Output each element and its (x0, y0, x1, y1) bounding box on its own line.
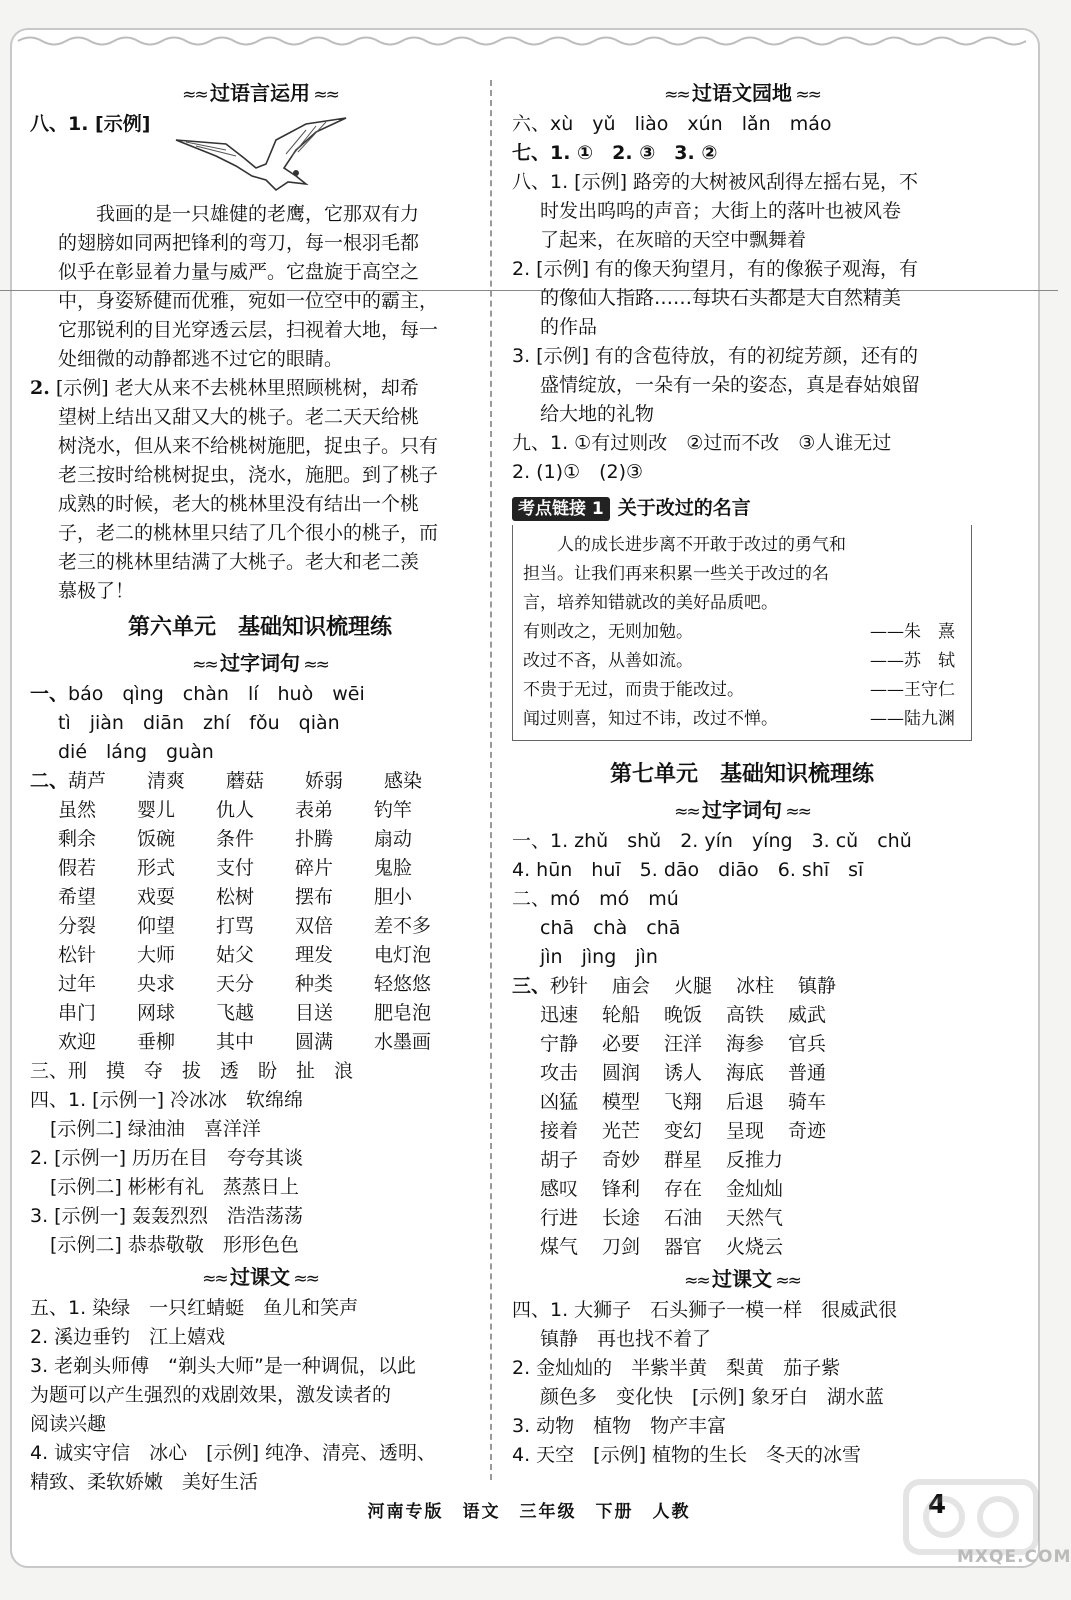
answer-line: 给大地的礼物 (540, 403, 655, 425)
answer-line: 3. 动物 植物 物产丰富 (512, 1415, 727, 1437)
word-row: 凶猛 模型 飞翔 后退 骑车 (540, 1091, 827, 1113)
word-row: 串门 网球 飞越 目送 肥皂泡 (58, 1002, 432, 1024)
word-row: 接着 光芒 变幻 呈现 奇迹 (540, 1120, 827, 1142)
pinyin-line: dié láng guàn (58, 741, 214, 763)
san7-word-table: 三、秒针 庙会 火腿 冰柱 镇静 迅速 轮船 晚饭 高铁 威武 宁静 必要 汪洋 海参 官兵 攻击 圆润 诱人 海底 普通 凶猛 模型 飞翔 后退 骑车 接着 光芒 变幻 呈现 奇迹 胡子 奇妙 群星 反推力 感叹 锋利 存在 金灿灿 行进 长途 石油 天然气 煤气 刀剑 器官 火烧云 (512, 972, 972, 1262)
ba1-row (30, 110, 490, 200)
answer-line: 4. hūn huī 5. dāo diāo 6. shī sī (512, 859, 864, 881)
word-row: 虽然 婴儿 仇人 表弟 钓竿 (58, 799, 413, 821)
word-row: 感叹 锋利 存在 金灿灿 (540, 1178, 784, 1200)
quote-row: 改过不吝，从善如流。 ——苏 轼 (523, 651, 955, 671)
answer-line: [示例二] 绿油油 喜洋洋 (50, 1118, 261, 1140)
answer-line: 四、1. 大狮子 石头狮子一模一样 很威武很 (512, 1299, 898, 1321)
liu-line: 六、xù yǔ liào xún lǎn máo (512, 113, 832, 135)
answer-line: 精致、柔软娇嫩 美好生活 (30, 1471, 259, 1493)
wu-section (30, 1294, 490, 1497)
answer-line: 阅读兴趣 (30, 1413, 107, 1435)
answer-line: 为题可以产生强烈的戏剧效果，激发读者的 (30, 1384, 392, 1406)
hw-line: 老三的桃林里结满了大桃子。老大和老二羡 (58, 551, 420, 573)
answer-line: 五、1. 染绿 一只红蜻蜓 鱼儿和笑声 (30, 1297, 359, 1319)
answer-line: 二、mó mó mú (512, 888, 679, 910)
ba2-label: 2. (30, 377, 50, 399)
word-row: 迅速 轮船 晚饭 高铁 威武 (540, 1004, 827, 1026)
word-row: 行进 长途 石油 天然气 (540, 1207, 784, 1229)
answer-line: [示例二] 彬彬有礼 蒸蒸日上 (50, 1176, 299, 1198)
top-wave-border (18, 34, 1033, 48)
answer-line: 颜色多 变化快 [示例] 象牙白 湖水蓝 (540, 1386, 884, 1408)
yi-label: 一、 (30, 683, 69, 705)
answer-line: 2. 金灿灿的 半紫半黄 梨黄 茄子紫 (512, 1357, 841, 1379)
pinyin-line: báo qìng chàn lí huò wēi (68, 683, 365, 705)
answer-line: 2. 溪边垂钓 江上嬉戏 (30, 1326, 226, 1348)
san7-label: 三、 (512, 975, 551, 997)
answer-line: 八、1. [示例] 路旁的大树被风刮得左摇右晃，不 (512, 171, 919, 193)
section-heading-zici: ≈≈ 过字词句 ≈≈ (192, 651, 328, 675)
eagle-drawing (156, 110, 356, 196)
ba1-label: 八、1. [示例] (30, 113, 151, 135)
word-row: 攻击 圆润 诱人 海底 普通 (540, 1062, 827, 1084)
answer-line: 镇静 再也找不着了 (540, 1328, 712, 1350)
answer-line: 4. 天空 [示例] 植物的生长 冬天的冰雪 (512, 1444, 862, 1466)
page-number: 4 (928, 1490, 947, 1520)
si-section (30, 1086, 490, 1260)
san-line: 三、刑 摸 夺 拔 透 盼 扯 浪 (30, 1060, 354, 1082)
answer-line: 3. [示例] 有的含苞待放，有的初绽芳颜，还有的 (512, 345, 919, 367)
answer-line: 盛情绽放，一朵有一朵的姿态，真是春姑娘留 (540, 374, 921, 396)
section-heading-zici-7: ≈≈ 过字词句 ≈≈ (674, 798, 810, 822)
hw-line: 的翅膀如同两把锋利的弯刀，每一根羽毛都 (58, 232, 420, 254)
qi-line: 七、1. ① 2. ③ 3. ② (512, 142, 718, 164)
answer-line: 的像仙人指路……每块石头都是大自然精美 (540, 287, 902, 309)
ba2-paragraph (30, 374, 490, 606)
answer-line: 九、1. ①有过则改 ②过而不改 ③人谁无过 (512, 432, 892, 454)
kaodian-text: 人的成长进步离不开敢于改过的勇气和 (557, 535, 846, 555)
answer-line: 2. (1)① (2)③ (512, 461, 644, 483)
page-footer: 河南专版 语文 三年级 下册 人教 (367, 1502, 691, 1522)
word-row: 分裂 仰望 打骂 双倍 差不多 (58, 915, 432, 937)
answer-line: 3. 老剃头师傅 “剃头大师”是一种调侃，以此 (30, 1355, 416, 1377)
pinyin-line: tì jiàn diān zhí fǒu qiàn (58, 712, 340, 734)
section-heading-kewen-7: ≈≈ 过课文 ≈≈ (684, 1267, 800, 1291)
hw-line: 慕极了！ (58, 580, 135, 602)
ba-section (512, 168, 972, 429)
answer-line: 的作品 (540, 316, 598, 338)
hw-line: 树浇水，但从来不给桃树施肥，捉虫子。只有 (58, 435, 439, 457)
hw-line: 处细微的动静都逃不过它的眼睛。 (58, 348, 344, 370)
hw-line: 望树上结出又甜又大的桃子。老二天天给桃 (58, 406, 420, 428)
word-row: 宁静 必要 汪洋 海参 官兵 (540, 1033, 827, 1055)
word-row: 过年 央求 天分 种类 轻悠悠 (58, 973, 432, 995)
left-column (30, 76, 490, 1497)
kaodian-header (512, 493, 972, 521)
word-row: 欢迎 垂柳 其中 圆满 水墨画 (58, 1031, 432, 1053)
hw-line: 成熟的时候，老大的桃林里没有结出一个桃 (58, 493, 420, 515)
unit6-title: 第六单元 基础知识梳理练 (127, 615, 392, 640)
hw-line: 我画的是一只雄健的老鹰，它那双有力 (96, 203, 420, 225)
section-heading-kewen: ≈≈ 过课文 ≈≈ (202, 1265, 318, 1289)
hw-line: 老三按时给桃树捉虫，浇水，施肥。到了桃子 (58, 464, 439, 486)
watermark-text: MXQE.COM (957, 1547, 1071, 1567)
answer-line: 四、1. [示例一] 冷冰冰 软绵绵 (30, 1089, 304, 1111)
word-row: 希望 戏耍 松树 摆布 胆小 (58, 886, 413, 908)
kaodian-box (512, 525, 972, 741)
answer-line: 4. 诚实守信 冰心 [示例] 纯净、清亮、透明、 (30, 1442, 437, 1464)
section-heading-yuyan: ≈≈ 过语言运用 ≈≈ (182, 81, 338, 105)
word-row: 煤气 刀剑 器官 火烧云 (540, 1236, 784, 1258)
answer-line: 2. [示例] 有的像天狗望月，有的像猴子观海，有 (512, 258, 919, 280)
kaodian-text: 言，培养知错就改的美好品质吧。 (523, 593, 778, 613)
section-heading-yuwen: ≈≈ 过语文园地 ≈≈ (664, 81, 820, 105)
word-row: 假若 形式 支付 碎片 鬼脸 (58, 857, 413, 879)
answer-line: 了起来，在灰暗的天空中飘舞着 (540, 229, 807, 251)
answer-line: jìn jìng jìn (540, 946, 658, 968)
answer-line: [示例二] 恭恭敬敬 形形色色 (50, 1234, 299, 1256)
right-column (512, 76, 972, 1470)
answer-line: 一、1. zhǔ shǔ 2. yín yíng 3. cǔ chǔ (512, 830, 912, 852)
er-word-table: 二、葫芦 清爽 蘑菇 娇弱 感染 虽然 婴儿 仇人 表弟 钓竿 剩余 饭碗 条件 扑腾 扇动 假若 形式 支付 碎片 鬼脸 希望 戏耍 松树 摆布 胆小 分裂 仰望 打骂 双倍 差不多 松针 大师 姑父 理发 电灯泡 过年 央求 天分 种类 轻悠悠 串门 网球 飞越 目送 肥皂泡 欢迎 垂柳 其中 圆满 水墨画 (30, 767, 490, 1057)
kaodian-text: 担当。让我们再来积累一些关于改过的名 (523, 564, 829, 584)
quote-row: 不贵于无过，而贵于能改过。 ——王守仁 (523, 680, 955, 700)
answer-line: 3. [示例一] 轰轰烈烈 浩浩荡荡 (30, 1205, 304, 1227)
quote-row: 有则改之，无则加勉。 ——朱 熹 (523, 622, 955, 642)
er-label: 二、 (30, 770, 69, 792)
si7-section (512, 1296, 972, 1470)
word-row: 胡子 奇妙 群星 反推力 (540, 1149, 784, 1171)
kaodian-title: 关于改过的名言 (617, 497, 751, 519)
unit7-title: 第七单元 基础知识梳理练 (609, 762, 874, 787)
answer-line: chā chà chā (540, 917, 681, 939)
answer-line: 2. [示例一] 历历在目 夸夸其谈 (30, 1147, 304, 1169)
quote-row: 闻过则喜，知过不讳，改过不惮。 ——陆九渊 (523, 709, 955, 729)
hw-line: 它那锐利的目光穿透云层，扫视着大地，每一 (58, 319, 439, 341)
ba1-paragraph (30, 200, 490, 374)
hw-line: 子，老二的桃林里只结了几个很小的桃子，而 (58, 522, 439, 544)
hw-line: 中，身姿矫健而优雅，宛如一位空中的霸主， (58, 290, 439, 312)
hw-line: [示例] 老大从来不去桃林里照顾桃树，却希 (55, 377, 419, 399)
word-row: 剩余 饭碗 条件 扑腾 扇动 (58, 828, 413, 850)
kaodian-badge: 考点链接 1 (512, 497, 610, 521)
hw-line: 似乎在彰显着力量与威严。它盘旋于高空之 (58, 261, 420, 283)
word-row: 松针 大师 姑父 理发 电灯泡 (58, 944, 432, 966)
answer-line: 时发出呜呜的声音；大街上的落叶也被风卷 (540, 200, 902, 222)
